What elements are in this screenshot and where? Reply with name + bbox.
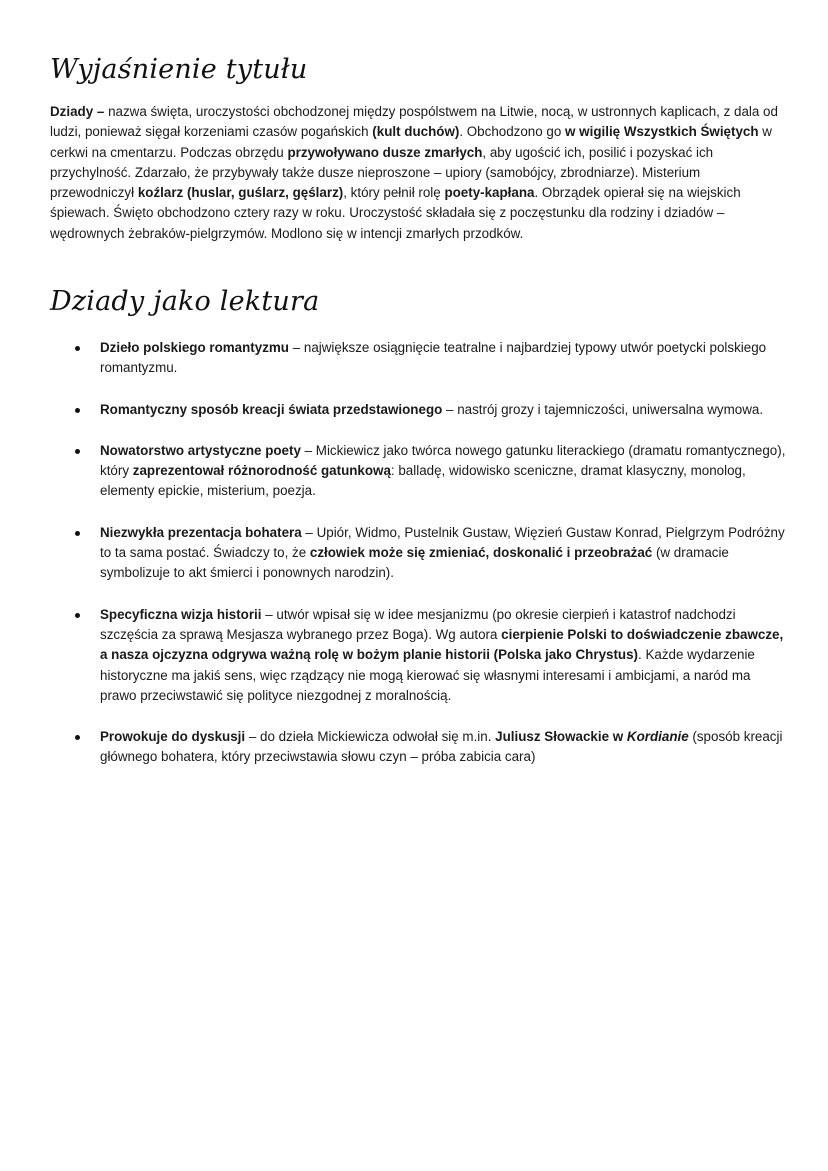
text-run: nazwa święta, uroczystości obchodzonej między pospólstwem na Litwie, nocą, w ustronnych kaplicach, z dala od ludzi, ponieważ sięgał korzeniami czasów pogańskich	[50, 104, 778, 140]
bullet-icon	[75, 531, 80, 536]
reading-points-list	[50, 338, 790, 789]
text-run: – największe osiągnięcie teatralne i najbardziej typowy utwór poetycki polskiego romantyzmu.	[100, 340, 767, 376]
bullet-icon	[75, 346, 80, 351]
list-item	[50, 727, 790, 768]
section-heading-dziady-as-reading: Dziady jako lektura	[50, 286, 320, 317]
text-run: w cerkwi na cmentarzu. Podczas obrzędu	[50, 124, 772, 160]
emphasized-text-run: Juliusz Słowackie w	[495, 729, 627, 745]
list-item	[50, 605, 790, 706]
bold-text-run: (kult duchów)	[372, 124, 460, 140]
emphasized-text-run: Kordianie	[626, 729, 689, 745]
emphasized-text-run: człowiek może się zmieniać, doskonalić i przeobrażać	[309, 545, 653, 561]
text-run: – Upiór, Widmo, Pustelnik Gustaw, Więzień Gustaw Konrad, Pielgrzym Podróżny to ta sama postać. Świadczy to, że	[100, 524, 785, 561]
bold-text-run: –	[93, 104, 109, 119]
bold-text-run: przywoływano dusze zmarłych	[287, 144, 483, 160]
text-run: . Obrządek opierał się na wiejskich śpiewach. Święto obchodzono cztery razy w roku. Uroczystość składała się z poczęstunku dla rodziny i dziadów – wędrownych żebraków-pielgrzymów. Modlono się w intencji zmarłych przodków.	[50, 185, 741, 241]
bold-text-run: Dziady	[50, 104, 94, 119]
text-run: , aby ugościć ich, posilić i pozyskać ich przychylność. Zdarzało, że przybywały także dusze nieproszone – upiory (samobójcy, zbrodniarze). Misterium przewodniczył	[50, 144, 714, 201]
emphasized-text-run: cierpienie Polski to doświadczenie zbawcze, a nasza ojczyzna odgrywa ważną rolę w bożym planie historii (Polska jako Chrystus)	[100, 626, 784, 663]
emphasized-text-run: Specyficzna wizja historii	[100, 606, 262, 622]
text-run: : balladę, widowisko sceniczne, dramat klasyczny, monolog, elementy epickie, misterium, poezja.	[100, 463, 746, 499]
text-run: . Każde wydarzenie historyczne ma jakiś sens, więc rządzący nie mogą kierować się własnymi interesami i ambicjami, a naród ma prawo przeciwstawić się polityce niezgodnej z moralnością.	[100, 647, 755, 703]
text-run: . Obchodzono go	[459, 124, 566, 140]
emphasized-text-run: Romantyczny sposób kreacji świata przedstawionego	[100, 401, 443, 417]
bold-text-run: poety-kapłana	[444, 185, 535, 201]
bullet-icon	[75, 408, 80, 413]
list-item	[50, 338, 790, 379]
emphasized-text-run: zaprezentował różnorodność gatunkową	[132, 463, 391, 479]
bullet-icon	[75, 613, 80, 618]
text-run: – utwór wpisał się w idee mesjanizmu (po okresie cierpień i katastrof nadchodzi szczęścia za sprawą Mesjasza wybranego przez Boga). Wg autora	[100, 606, 736, 642]
bold-text-run: w wigilię Wszystkich Świętych	[565, 124, 759, 140]
text-run: (w dramacie symbolizuje to akt śmierci i ponownych narodzin).	[100, 545, 729, 581]
section-heading-title-explanation: Wyjaśnienie tytułu	[50, 54, 308, 85]
emphasized-text-run: Nowatorstwo artystyczne poety	[100, 442, 301, 458]
title-explanation-paragraph	[50, 102, 780, 244]
emphasized-text-run: Prowokuje do dyskusji	[100, 729, 246, 745]
text-run: (sposób kreacji głównego bohatera, który przeciwstawia słowu czyn – próba zabicia cara)	[100, 729, 783, 765]
list-item	[50, 441, 790, 502]
bold-text-run: koźlarz (huslar, guślarz, gęślarz)	[137, 185, 344, 201]
text-run: – nastrój grozy i tajemniczości, uniwersalna wymowa.	[442, 401, 764, 417]
text-run: – Mickiewicz jako twórca nowego gatunku literackiego (dramatu romantycznego), który	[100, 442, 786, 479]
emphasized-text-run: Dzieło polskiego romantyzmu	[100, 340, 289, 355]
text-run: , który pełnił rolę	[343, 185, 445, 201]
bullet-icon	[75, 449, 80, 454]
list-item	[50, 523, 790, 584]
list-item	[50, 400, 790, 420]
emphasized-text-run: Niezwykła prezentacja bohatera	[100, 524, 302, 540]
text-run: – do dzieła Mickiewicza odwołał się m.in.	[245, 729, 496, 745]
bullet-icon	[75, 735, 80, 740]
